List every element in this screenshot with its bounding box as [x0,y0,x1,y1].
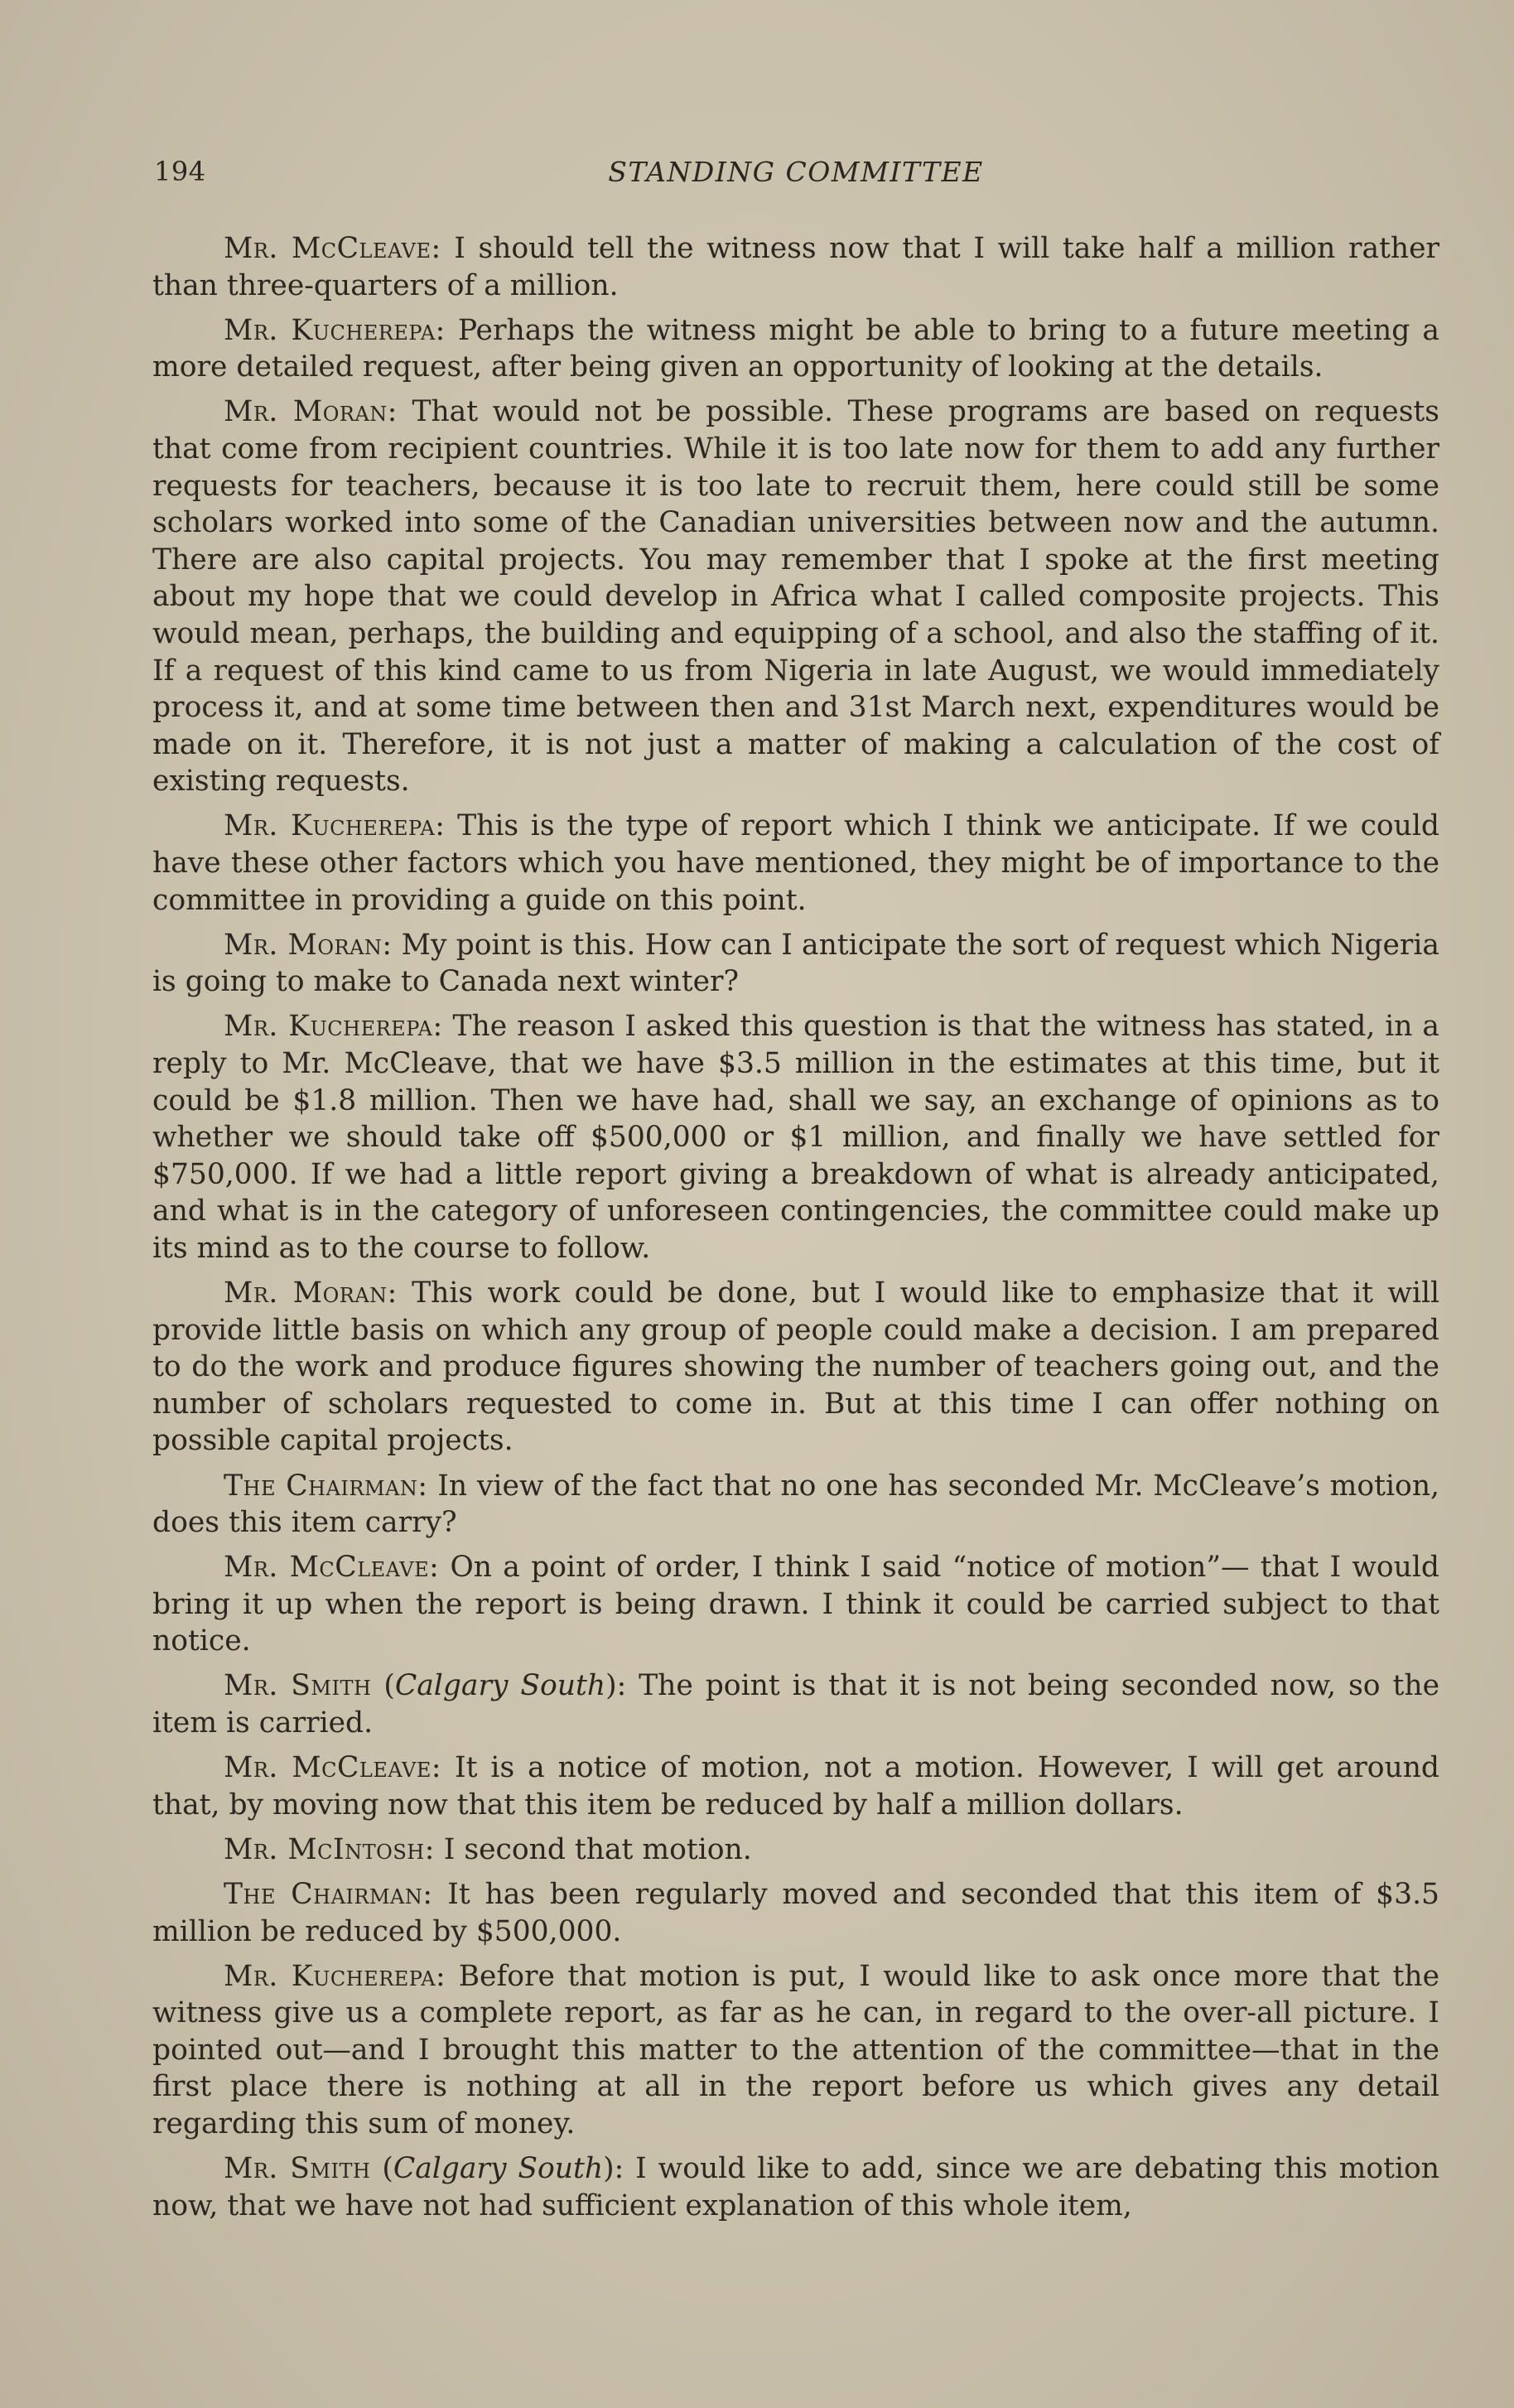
paragraph [152,1468,1439,1542]
speaker-name: Mr. Moran: [224,928,393,962]
transcript-body [152,230,1439,2232]
paragraph-text: : The point is that it is not being seconded now, so the item is carried. [152,1669,1439,1740]
paragraph [152,1876,1439,1950]
paragraph-text: The reason I asked this question is that the witness has stated, in a reply to Mr. McCleave, that we have $3.5 million in the estimates at this time, but it could be $1.8 million. Then we have had, shall we say, an exchange of opinions as to whether we should take off $500,000 or $1 million, and finally we have settled for $750,000. If we had a little report giving a breakdown of what is already anticipated, and what is in the category of unforeseen contingencies, the committee could make up its mind as to the course to follow. [152,1010,1439,1265]
paragraph-text: This is the type of report which I think we anticipate. If we could have these other factors which you have mentioned, they might be of importance to the committee in providing a guide on this point. [152,809,1439,917]
paragraph-text: That would not be possible. These programs are based on requests that come from recipient countries. While it is too late now for them to add any further requests for teachers, because it is too late to recruit them, here could still be some scholars worked into some of the Canadian universities between now and the autumn. There are also capital projects. You may remember that I spoke at the first meeting about my hope that we could develop in Africa what I called composite projects. This would mean, perhaps, the building and equipping of a school, and also the staffing of it. If a request of this kind came to us from Nigeria in late August, we would immediately process it, and at some time between then and 31st March next, expenditures would be made on it. Therefore, it is not just a matter of making a calculation of the cost of existing requests. [152,395,1439,799]
paragraph-text: Before that motion is put, I would like to ask once more that the witness give us a complete report, as far as he can, in regard to the over-all picture. I pointed out—and I brought this matter to the attention of the committee—that in the first place there is nothing at all in the report before us which gives any detail regarding this sum of money. [152,1959,1439,2140]
paragraph: Mr. Smith (Calgary South): I would like to add, since we are debating this motion now, that we have not had sufficient explanation of this whole item, [152,2152,1439,2222]
paragraph [152,808,1439,919]
paragraph-text: In view of the fact that no one has seconded Mr. McCleave’s motion, does this item carry? [152,1469,1440,1540]
paragraph: Mr. Smith (Calgary South): The point is that it is not being seconded now, so the item is carried. [152,1669,1439,1740]
speaker-name: The Chairman: [224,1877,433,1911]
paragraph-text: On a point of order, I think I said “notice of motion”— that I would bring it up when the report is being drawn. I think it could be carried subject to that notice. [152,1551,1439,1658]
speaker-name: Mr. McCleave: [224,1751,441,1785]
paragraph [152,1831,1439,1869]
paragraph-text: : I would like to add, since we are debating this motion now, that we have not had sufficient explanation of this whole item, [152,2152,1439,2222]
speaker-name: Mr. Kucherepa: [224,1010,443,1044]
paragraph [152,1749,1439,1823]
speaker-name: Mr. Smith [224,2152,371,2186]
paragraph [152,393,1439,800]
speaker-name: The Chairman: [224,1469,428,1503]
speaker-name: Mr. McCleave: [224,232,441,265]
speaker-name: Mr. Kucherepa: [224,313,446,347]
paragraph-text: It is a notice of motion, not a motion. However, I will get around that, by moving now that this item be reduced by half a million dollars. [152,1751,1440,1822]
paragraph-text: Perhaps the witness might be able to bring to a future meeting a more detailed request, after being given an opportunity of looking at the details. [152,313,1439,384]
paragraph [152,230,1439,304]
page-header [154,156,1438,197]
page-number: 194 [154,156,206,187]
speaker-name: Mr. McCleave: [224,1551,440,1585]
paragraph-text: I should tell the witness now that I will take half a million rather than three-quarters of a million. [152,232,1440,302]
paragraph-text: This work could be done, but I would like to emphasize that it will provide little basis on which any group of people could make a decision. I am prepared to do the work and produce figures showing the number of teachers going out, and the number of scholars requested to come in. But at this time I can offer nothing on possible capital projects. [152,1276,1440,1458]
speaker-name: Mr. Moran: [224,1276,398,1310]
speaker-name: Mr. Kucherepa: [224,809,446,843]
riding-name: Calgary South [393,2152,604,2186]
paragraph [152,1958,1439,2143]
paragraph [152,1008,1439,1267]
paragraph-text: I second that motion. [434,1832,752,1866]
paragraph [152,927,1439,1001]
paragraph [152,1275,1439,1460]
speaker-name: Mr. Smith [224,1669,372,1703]
paragraph-text: It has been regularly moved and seconded that this item of $3.5 million be reduced by $500,000. [152,1877,1439,1948]
paragraph [152,1549,1439,1660]
speaker-name: Mr. Moran: [224,395,398,429]
riding-name: Calgary South [394,1669,606,1703]
paragraph-text: My point is this. How can I anticipate the sort of request which Nigeria is going to make to Canada next winter? [152,928,1439,999]
paragraph [152,312,1439,386]
speaker-name: Mr. McIntosh: [224,1832,435,1866]
running-title: STANDING COMMITTEE [608,156,984,188]
speaker-name: Mr. Kucherepa: [224,1959,446,1993]
